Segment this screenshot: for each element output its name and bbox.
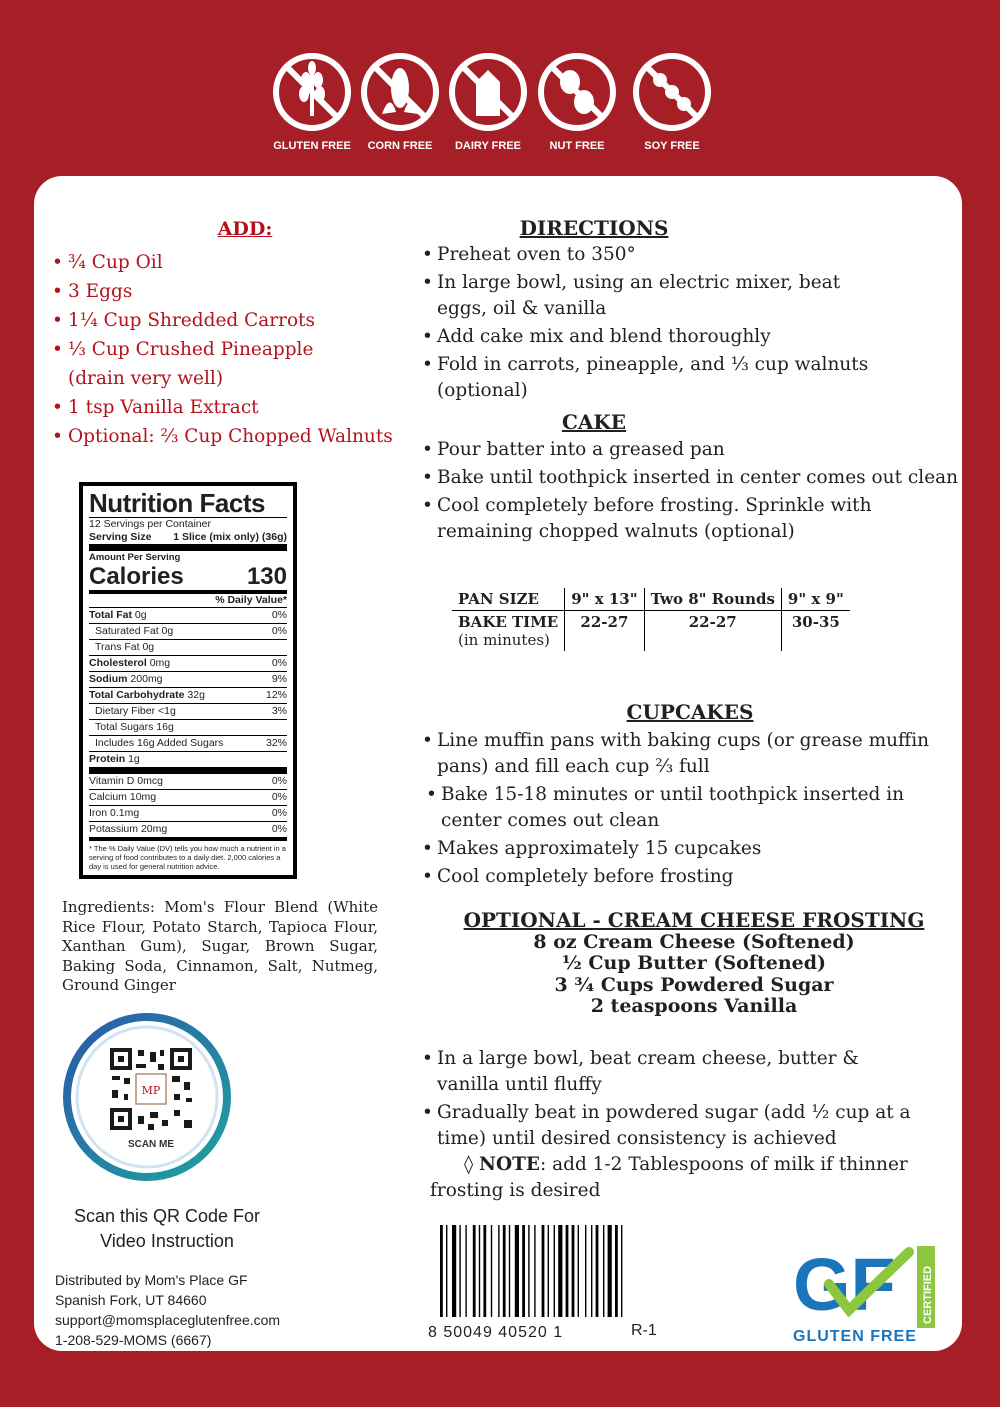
calories-value: 130: [246, 563, 287, 590]
scan-me-label: SCAN ME: [127, 1139, 175, 1150]
nutrient-row: [89, 703, 287, 719]
nutrition-title: Nutrition Facts: [89, 488, 265, 518]
nutrient-row: [89, 655, 287, 671]
nutrient-dv: 3%: [271, 705, 287, 717]
nutrient-row: [89, 687, 287, 703]
vitamin-row: [89, 789, 287, 805]
nutrient-amount: 0g: [134, 609, 147, 621]
list-item: • Cool completely before frosting: [422, 864, 942, 890]
nutrient-amount: 0mg: [149, 657, 171, 669]
list-item: • Preheat oven to 350°: [422, 242, 962, 268]
frosting-steps: [422, 1046, 912, 1154]
servings-per-container: 12 Servings per Container: [89, 518, 211, 530]
no-wheat-icon: [272, 52, 352, 132]
nutrient-amount: 16g: [156, 721, 174, 733]
badge-dairy-free: [448, 52, 528, 152]
serving-size-row: [89, 531, 287, 544]
vitamin-amount: 0.1mg: [110, 807, 140, 819]
nutrient-label: Cholesterol: [89, 657, 147, 669]
serving-size-value: 1 Slice (mix only) (36g): [173, 531, 287, 543]
table-header-cell: PAN SIZE: [452, 588, 565, 611]
note-diamond-icon: ◊: [464, 1154, 474, 1175]
nutrient-dv: 32%: [265, 737, 287, 749]
no-milk-icon: [448, 52, 528, 132]
nutrition-footnote: * The % Daily Value (DV) tells you how much a nutrient in a serving of food contributes to a daily diet. 2,000 calories a day is used for general nutrition advice.: [89, 844, 286, 871]
vitamin-row: [89, 774, 287, 789]
table-cell: 22-27: [565, 611, 644, 652]
list-item-continuation: (drain very well): [68, 368, 224, 389]
table-cell: [452, 611, 565, 652]
add-title: ADD:: [217, 218, 273, 240]
calories-label: Calories: [89, 563, 184, 590]
distributor-line: Distributed by Mom's Place GF: [55, 1272, 248, 1288]
nutrient-dv: 0%: [271, 657, 287, 669]
add-list: [52, 248, 393, 451]
frosting-title: OPTIONAL - CREAM CHEESE FROSTING: [463, 908, 925, 932]
frosting-ingredient: 8 oz Cream Cheese (Softened): [533, 930, 855, 953]
support-email[interactable]: support@momsplaceglutenfree.com: [55, 1312, 281, 1328]
table-cell: 30-35: [791, 613, 840, 631]
list-item: • In a large bowl, beat cream cheese, butter & vanilla until fluffy: [422, 1046, 912, 1098]
nutrient-label: Total Carbohydrate: [89, 689, 185, 701]
list-item: • Makes approximately 15 cupcakes: [422, 836, 942, 862]
label-card: [34, 176, 962, 1351]
qr-code-badge[interactable]: [62, 1012, 232, 1182]
badge-label: NUT FREE: [549, 140, 605, 152]
list-item: • Cool completely before frosting. Sprinkle with remaining chopped walnuts (optional): [422, 493, 897, 545]
nutrient-row: [89, 751, 287, 767]
gf-letters: GF: [793, 1244, 896, 1326]
nutrient-row: [89, 639, 287, 655]
certified-text: CERTIFIED: [922, 1265, 934, 1324]
list-item: • Pour batter into a greased pan: [422, 437, 962, 463]
vitamin-dv: 0%: [271, 775, 287, 787]
bake-time-table: [452, 588, 850, 651]
frosting-recipe: [454, 910, 934, 1018]
nutrient-row: [89, 671, 287, 687]
table-row: [452, 588, 850, 611]
list-item: • Bake until toothpick inserted in center comes out clean: [422, 465, 962, 491]
allergen-badges: [272, 52, 722, 162]
nutrient-amount: 32g: [187, 689, 205, 701]
nutrient-label: Sodium: [89, 673, 128, 685]
nf-divider: [89, 767, 287, 774]
barcode-icon: [428, 1221, 664, 1331]
amount-per-serving: Amount Per Serving: [89, 552, 181, 563]
nutrient-label: Total Sugars: [95, 721, 154, 733]
nutrient-row: [89, 719, 287, 735]
note-text: : add 1-2 Tablespoons of milk if thinner frosting is desired: [430, 1154, 908, 1201]
nutrient-amount: 0g: [161, 625, 174, 637]
nutrient-dv: 0%: [271, 625, 287, 637]
nutrient-label: Saturated Fat: [95, 625, 159, 637]
list-item: • In large bowl, using an electric mixer, beat eggs, oil & vanilla: [422, 270, 887, 322]
list-item: • 3 Eggs: [52, 277, 393, 306]
badge-corn-free: [360, 52, 440, 152]
cake-title: CAKE: [561, 410, 627, 434]
nutrient-row: [89, 735, 287, 751]
vitamin-label: Calcium: [89, 791, 127, 803]
table-header-cell: Two 8" Rounds: [644, 588, 781, 611]
table-row: [452, 611, 850, 652]
list-item: • 1¼ Cup Shredded Carrots: [52, 306, 393, 335]
nutrient-amount: <1g: [158, 705, 176, 717]
vitamin-row: [89, 805, 287, 821]
nutrient-label: Protein: [89, 753, 126, 765]
nutrient-dv: 0%: [271, 609, 287, 621]
cupcakes-list: [422, 728, 942, 892]
frosting-ingredient: ½ Cup Butter (Softened): [561, 952, 826, 974]
qr-code-icon: [62, 1012, 232, 1182]
nutrient-dv: 9%: [271, 673, 287, 685]
calories-row: [89, 564, 287, 590]
list-item: • ¾ Cup Oil: [52, 248, 393, 277]
no-corn-icon: [360, 52, 440, 132]
nutrient-row: [89, 607, 287, 623]
list-item: • Fold in carrots, pineapple, and ⅓ cup walnuts (optional): [422, 352, 962, 404]
list-item: • Line muffin pans with baking cups (or grease muffin pans) and fill each cup ⅔ full: [422, 728, 942, 780]
cupcakes-title: CUPCAKES: [626, 700, 754, 724]
nutrient-amount: 1g: [128, 753, 140, 765]
product-code: R-1: [631, 1322, 657, 1339]
nutrient-row: [89, 623, 287, 639]
gluten-free-certified-logo: [789, 1244, 939, 1346]
qr-caption-line: Video Instruction: [100, 1231, 234, 1251]
cake-list: [422, 437, 962, 547]
badge-gluten-free: [272, 52, 352, 152]
nutrient-amount: 200mg: [130, 673, 163, 685]
frosting-ingredient: 3 ¾ Cups Powdered Sugar: [554, 973, 834, 996]
serving-size-label: Serving Size: [89, 531, 152, 543]
vitamin-label: Iron: [89, 807, 108, 819]
qr-caption: [52, 1204, 282, 1254]
directions-list: [422, 242, 962, 406]
frosting-ingredient: 2 teaspoons Vanilla: [590, 995, 798, 1017]
badge-soy-free: [632, 52, 712, 152]
qr-caption-line: Scan this QR Code For: [73, 1206, 261, 1226]
nutrient-label: Total Fat: [89, 609, 132, 621]
no-nut-icon: [537, 52, 617, 132]
list-item: • 1 tsp Vanilla Extract: [52, 393, 393, 422]
badge-label: SOY FREE: [644, 140, 700, 152]
badge-label: GLUTEN FREE: [273, 140, 351, 152]
vitamin-dv: 0%: [271, 807, 287, 819]
ingredients-text: Ingredients: Mom's Flour Blend (White Rice Flour, Potato Starch, Tapioca Flour, Xanthan Gum), Sugar, Brown Sugar, Baking Soda, Cinnamon, Salt, Nutmeg, Ground Ginger: [62, 898, 378, 994]
bake-time-label: BAKE TIME: [458, 613, 559, 631]
daily-value-header: % Daily Value*: [215, 594, 287, 606]
table-header-cell: 9" x 13": [565, 588, 644, 611]
no-soy-icon: [632, 52, 712, 132]
table-header-cell: 9" x 9": [781, 588, 849, 611]
nutrient-label: Trans Fat: [95, 641, 140, 653]
vitamin-label: Potassium: [89, 823, 139, 835]
table-cell: 22-27: [644, 611, 781, 652]
vitamin-dv: 0%: [271, 823, 287, 835]
badge-label: CORN FREE: [367, 140, 433, 152]
frosting-note: [430, 1152, 920, 1204]
list-item: • Bake 15-18 minutes or until toothpick inserted in center comes out clean: [426, 782, 921, 834]
gf-label: GLUTEN FREE: [793, 1328, 917, 1345]
support-phone[interactable]: 1-208-529-MOMS (6667): [55, 1332, 212, 1348]
distributor-address: Spanish Fork, UT 84660: [55, 1292, 207, 1308]
list-item: • Gradually beat in powdered sugar (add ½ cup at a time) until desired consistency is achieved: [422, 1100, 912, 1152]
nutrient-dv: 12%: [265, 689, 287, 701]
nutrition-facts-panel: [79, 482, 297, 879]
distributor-info: [55, 1270, 280, 1350]
note-label: NOTE: [479, 1154, 540, 1175]
vitamin-amount: 0mcg: [137, 775, 163, 787]
nutrient-label: Includes 16g Added Sugars: [95, 737, 224, 749]
barcode-digits: 8 50049 40520 1: [428, 1324, 564, 1341]
vitamin-amount: 20mg: [140, 823, 168, 835]
vitamin-dv: 0%: [271, 791, 287, 803]
badge-nut-free: [537, 52, 617, 152]
nutrient-label: Dietary Fiber: [95, 705, 156, 717]
badge-label: DAIRY FREE: [454, 140, 521, 152]
vitamin-row: [89, 821, 287, 837]
nutrient-amount: 0g: [142, 641, 155, 653]
list-item: • ⅓ Cup Crushed Pineapple: [52, 335, 393, 364]
vitamin-amount: 10mg: [129, 791, 157, 803]
list-item: • Add cake mix and blend thoroughly: [422, 324, 962, 350]
directions-title: DIRECTIONS: [519, 216, 669, 240]
qr-logo-text: MP: [141, 1084, 161, 1097]
list-item: • Optional: ⅔ Cup Chopped Walnuts: [52, 422, 393, 451]
nf-divider: [89, 544, 287, 551]
vitamin-label: Vitamin D: [89, 775, 135, 787]
bake-time-sub: (in minutes): [458, 631, 550, 649]
